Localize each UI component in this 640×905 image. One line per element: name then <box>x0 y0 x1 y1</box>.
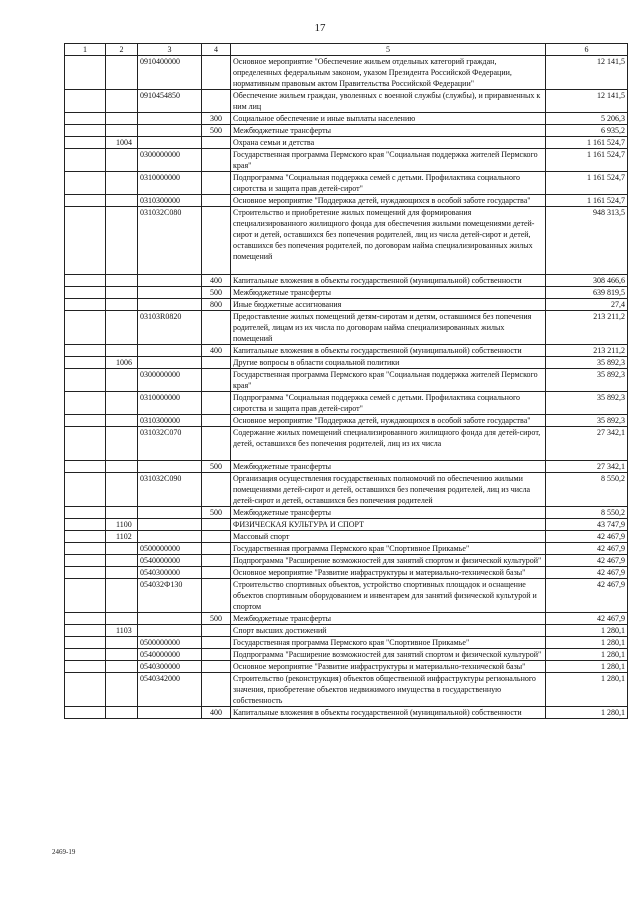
subsection-cell <box>106 207 138 275</box>
expense-type-cell <box>202 531 231 543</box>
subsection-cell <box>106 637 138 649</box>
target-article-cell: 0300000000 <box>138 369 202 392</box>
section-cell <box>65 125 106 137</box>
amount-cell: 35 892,3 <box>546 392 628 415</box>
header-cell: 6 <box>546 44 628 56</box>
subsection-cell <box>106 473 138 507</box>
target-article-cell <box>138 625 202 637</box>
table-row <box>65 195 628 207</box>
expense-type-cell <box>202 357 231 369</box>
subsection-cell <box>106 649 138 661</box>
expense-type-cell <box>202 90 231 113</box>
amount-cell: 42 467,9 <box>546 555 628 567</box>
target-article-cell <box>138 531 202 543</box>
description-cell: Капитальные вложения в объекты государственной (муниципальной) собственности <box>231 275 546 287</box>
subsection-cell <box>106 195 138 207</box>
amount-cell: 1 161 524,7 <box>546 172 628 195</box>
expense-type-cell: 500 <box>202 507 231 519</box>
subsection-cell: 1100 <box>106 519 138 531</box>
description-cell: Другие вопросы в области социальной политики <box>231 357 546 369</box>
section-cell <box>65 555 106 567</box>
table-row <box>65 207 628 275</box>
table-row <box>65 299 628 311</box>
section-cell <box>65 345 106 357</box>
target-article-cell <box>138 275 202 287</box>
expense-type-cell <box>202 543 231 555</box>
section-cell <box>65 287 106 299</box>
table-row <box>65 473 628 507</box>
target-article-cell: 031032С090 <box>138 473 202 507</box>
description-cell: Основное мероприятие "Поддержка детей, нуждающихся в особой заботе государства" <box>231 195 546 207</box>
amount-cell: 1 161 524,7 <box>546 195 628 207</box>
target-article-cell <box>138 461 202 473</box>
subsection-cell <box>106 56 138 90</box>
amount-cell: 213 211,2 <box>546 345 628 357</box>
table-row <box>65 137 628 149</box>
subsection-cell <box>106 543 138 555</box>
amount-cell: 8 550,2 <box>546 473 628 507</box>
description-cell: Строительство спортивных объектов, устройство спортивных площадок и оснащение объектов спортивным оборудованием и инвентарем для занятий физической культурой и спортом <box>231 579 546 613</box>
description-cell: Межбюджетные трансферты <box>231 125 546 137</box>
subsection-cell: 1102 <box>106 531 138 543</box>
header-cell: 2 <box>106 44 138 56</box>
description-cell: Капитальные вложения в объекты государственной (муниципальной) собственности <box>231 345 546 357</box>
expense-type-cell <box>202 637 231 649</box>
section-cell <box>65 207 106 275</box>
table-row <box>65 707 628 719</box>
expense-type-cell <box>202 649 231 661</box>
section-cell <box>65 392 106 415</box>
description-cell: Подпрограмма "Расширение возможностей для занятий спортом и физической культурой" <box>231 649 546 661</box>
amount-cell: 35 892,3 <box>546 415 628 427</box>
section-cell <box>65 567 106 579</box>
target-article-cell: 0540342000 <box>138 673 202 707</box>
table-row <box>65 427 628 461</box>
expense-type-cell <box>202 172 231 195</box>
table-row <box>65 579 628 613</box>
amount-cell: 1 161 524,7 <box>546 137 628 149</box>
description-cell: Межбюджетные трансферты <box>231 507 546 519</box>
amount-cell: 948 313,5 <box>546 207 628 275</box>
table-row <box>65 649 628 661</box>
table-row <box>65 613 628 625</box>
subsection-cell <box>106 567 138 579</box>
target-article-cell: 0910454850 <box>138 90 202 113</box>
subsection-cell <box>106 461 138 473</box>
section-cell <box>65 311 106 345</box>
target-article-cell <box>138 357 202 369</box>
target-article-cell: 054032Ф130 <box>138 579 202 613</box>
table-row <box>65 625 628 637</box>
target-article-cell <box>138 113 202 125</box>
target-article-cell <box>138 345 202 357</box>
target-article-cell: 0500000000 <box>138 543 202 555</box>
target-article-cell <box>138 125 202 137</box>
subsection-cell: 1103 <box>106 625 138 637</box>
subsection-cell <box>106 275 138 287</box>
subsection-cell <box>106 345 138 357</box>
target-article-cell: 0500000000 <box>138 637 202 649</box>
table-row <box>65 357 628 369</box>
expense-type-cell: 400 <box>202 345 231 357</box>
amount-cell: 43 747,9 <box>546 519 628 531</box>
section-cell <box>65 673 106 707</box>
table-row <box>65 507 628 519</box>
subsection-cell <box>106 613 138 625</box>
subsection-cell <box>106 90 138 113</box>
subsection-cell <box>106 311 138 345</box>
table-row <box>65 673 628 707</box>
subsection-cell <box>106 427 138 461</box>
expense-type-cell: 500 <box>202 287 231 299</box>
target-article-cell: 0310300000 <box>138 195 202 207</box>
description-cell: Государственная программа Пермского края "Социальная поддержка жителей Пермского края" <box>231 369 546 392</box>
section-cell <box>65 195 106 207</box>
amount-cell: 213 211,2 <box>546 311 628 345</box>
subsection-cell <box>106 299 138 311</box>
section-cell <box>65 579 106 613</box>
expense-type-cell <box>202 392 231 415</box>
expense-type-cell <box>202 567 231 579</box>
amount-cell: 308 466,6 <box>546 275 628 287</box>
target-article-cell: 0540000000 <box>138 649 202 661</box>
expense-type-cell <box>202 625 231 637</box>
amount-cell: 1 280,1 <box>546 649 628 661</box>
expense-type-cell: 300 <box>202 113 231 125</box>
amount-cell: 27 342,1 <box>546 427 628 461</box>
target-article-cell: 0540000000 <box>138 555 202 567</box>
amount-cell: 639 819,5 <box>546 287 628 299</box>
target-article-cell: 0540300000 <box>138 661 202 673</box>
description-cell: Предоставление жилых помещений детям-сиротам и детям, оставшимся без попечения родителей, лицам из их числа по договорам найма специализированных жилых помещений <box>231 311 546 345</box>
table-row <box>65 172 628 195</box>
section-cell <box>65 113 106 125</box>
table-row <box>65 369 628 392</box>
amount-cell: 1 280,1 <box>546 673 628 707</box>
amount-cell: 8 550,2 <box>546 507 628 519</box>
expense-type-cell <box>202 207 231 275</box>
amount-cell: 35 892,3 <box>546 369 628 392</box>
subsection-cell <box>106 555 138 567</box>
description-cell: Межбюджетные трансферты <box>231 287 546 299</box>
expense-type-cell <box>202 427 231 461</box>
section-cell <box>65 56 106 90</box>
document-code: 2469-19 <box>52 848 76 856</box>
table-row <box>65 461 628 473</box>
section-cell <box>65 649 106 661</box>
description-cell: Содержание жилых помещений специализированного жилищного фонда для детей-сирот, детей, оставшихся без попечения родителей, лиц из их числа <box>231 427 546 461</box>
section-cell <box>65 415 106 427</box>
expense-type-cell <box>202 519 231 531</box>
section-cell <box>65 149 106 172</box>
description-cell: Социальное обеспечение и иные выплаты населению <box>231 113 546 125</box>
amount-cell: 5 206,3 <box>546 113 628 125</box>
description-cell: Основное мероприятие "Поддержка детей, нуждающихся в особой заботе государства" <box>231 415 546 427</box>
description-cell: Спорт высших достижений <box>231 625 546 637</box>
target-article-cell <box>138 299 202 311</box>
description-cell: Строительство (реконструкция) объектов общественной инфраструктуры регионального значения, приобретение объектов недвижимого имущества в государственную собственность <box>231 673 546 707</box>
amount-cell: 42 467,9 <box>546 567 628 579</box>
header-cell: 5 <box>231 44 546 56</box>
amount-cell: 27,4 <box>546 299 628 311</box>
table-row <box>65 311 628 345</box>
target-article-cell: 031032С070 <box>138 427 202 461</box>
subsection-cell <box>106 507 138 519</box>
subsection-cell: 1004 <box>106 137 138 149</box>
expense-type-cell <box>202 555 231 567</box>
description-cell: Межбюджетные трансферты <box>231 613 546 625</box>
description-cell: Строительство и приобретение жилых помещений для формирования специализированного жилищного фонда для обеспечения жилыми помещениями детей-сирот и детей, оставшихся без попечения родителей, лиц из числа детей-сирот и детей, оставшихся без попечения родителей, по договорам найма специализированных жилых помещений <box>231 207 546 275</box>
target-article-cell: 03103R0820 <box>138 311 202 345</box>
header-cell: 1 <box>65 44 106 56</box>
expense-type-cell <box>202 137 231 149</box>
target-article-cell <box>138 707 202 719</box>
page-number: 17 <box>314 22 326 34</box>
section-cell <box>65 625 106 637</box>
section-cell <box>65 299 106 311</box>
expense-type-cell: 500 <box>202 613 231 625</box>
section-cell <box>65 473 106 507</box>
expense-type-cell: 400 <box>202 707 231 719</box>
expense-type-cell <box>202 56 231 90</box>
target-article-cell: 0310000000 <box>138 172 202 195</box>
section-cell <box>65 90 106 113</box>
table-row <box>65 287 628 299</box>
target-article-cell: 0540300000 <box>138 567 202 579</box>
amount-cell: 42 467,9 <box>546 613 628 625</box>
description-cell: Подпрограмма "Расширение возможностей для занятий спортом и физической культурой" <box>231 555 546 567</box>
table-row <box>65 555 628 567</box>
section-cell <box>65 137 106 149</box>
amount-cell: 12 141,5 <box>546 90 628 113</box>
subsection-cell: 1006 <box>106 357 138 369</box>
target-article-cell: 0310000000 <box>138 392 202 415</box>
description-cell: Основное мероприятие "Обеспечение жильем отдельных категорий граждан, определенных федеральным законом, указом Президента Российской Федерации, нормативным правовым актом Правительства Российской Федерации" <box>231 56 546 90</box>
description-cell: Капитальные вложения в объекты государственной (муниципальной) собственности <box>231 707 546 719</box>
description-cell: Организация осуществления государственных полномочий по обеспечению жилыми помещениями детей-сирот и детей, оставшихся без попечения родителей, лиц из числа детей-сирот и детей, оставшихся без попечения родителей <box>231 473 546 507</box>
table-header-row <box>65 44 628 56</box>
table-row <box>65 543 628 555</box>
target-article-cell <box>138 507 202 519</box>
expense-type-cell: 800 <box>202 299 231 311</box>
section-cell <box>65 461 106 473</box>
expense-type-cell <box>202 415 231 427</box>
section-cell <box>65 275 106 287</box>
section-cell <box>65 369 106 392</box>
description-cell: Иные бюджетные ассигнования <box>231 299 546 311</box>
subsection-cell <box>106 287 138 299</box>
table-row <box>65 531 628 543</box>
description-cell: Основное мероприятие "Развитие инфраструктуры и материально-технической базы" <box>231 567 546 579</box>
amount-cell: 1 280,1 <box>546 707 628 719</box>
description-cell: Обеспечение жильем граждан, уволенных с военной службы (службы), и приравненных к ним лиц <box>231 90 546 113</box>
amount-cell: 6 935,2 <box>546 125 628 137</box>
amount-cell: 35 892,3 <box>546 357 628 369</box>
section-cell <box>65 637 106 649</box>
section-cell <box>65 172 106 195</box>
expense-type-cell <box>202 311 231 345</box>
description-cell: Межбюджетные трансферты <box>231 461 546 473</box>
expense-type-cell: 500 <box>202 461 231 473</box>
subsection-cell <box>106 172 138 195</box>
table-row <box>65 90 628 113</box>
description-cell: Основное мероприятие "Развитие инфраструктуры и материально-технической базы" <box>231 661 546 673</box>
expense-type-cell <box>202 149 231 172</box>
target-article-cell <box>138 137 202 149</box>
target-article-cell <box>138 287 202 299</box>
description-cell: Государственная программа Пермского края "Спортивное Прикамье" <box>231 543 546 555</box>
amount-cell: 42 467,9 <box>546 579 628 613</box>
table-row <box>65 56 628 90</box>
amount-cell: 1 280,1 <box>546 625 628 637</box>
budget-table <box>64 43 628 719</box>
table-row <box>65 415 628 427</box>
section-cell <box>65 531 106 543</box>
subsection-cell <box>106 125 138 137</box>
section-cell <box>65 427 106 461</box>
subsection-cell <box>106 392 138 415</box>
description-cell: Подпрограмма "Социальная поддержка семей с детьми. Профилактика социального сиротства и защита прав детей-сирот" <box>231 172 546 195</box>
description-cell: Государственная программа Пермского края "Спортивное Прикамье" <box>231 637 546 649</box>
section-cell <box>65 357 106 369</box>
expense-type-cell: 400 <box>202 275 231 287</box>
section-cell <box>65 707 106 719</box>
amount-cell: 42 467,9 <box>546 543 628 555</box>
section-cell <box>65 543 106 555</box>
target-article-cell: 031032С080 <box>138 207 202 275</box>
subsection-cell <box>106 673 138 707</box>
table-row <box>65 125 628 137</box>
subsection-cell <box>106 149 138 172</box>
target-article-cell: 0300000000 <box>138 149 202 172</box>
expense-type-cell <box>202 473 231 507</box>
expense-type-cell <box>202 369 231 392</box>
header-cell: 3 <box>138 44 202 56</box>
amount-cell: 42 467,9 <box>546 531 628 543</box>
subsection-cell <box>106 415 138 427</box>
description-cell: Подпрограмма "Социальная поддержка семей с детьми. Профилактика социального сиротства и защита прав детей-сирот" <box>231 392 546 415</box>
subsection-cell <box>106 113 138 125</box>
expense-type-cell <box>202 579 231 613</box>
section-cell <box>65 507 106 519</box>
amount-cell: 1 280,1 <box>546 637 628 649</box>
table-row <box>65 149 628 172</box>
target-article-cell: 0910400000 <box>138 56 202 90</box>
section-cell <box>65 519 106 531</box>
table-row <box>65 113 628 125</box>
amount-cell: 27 342,1 <box>546 461 628 473</box>
amount-cell: 1 280,1 <box>546 661 628 673</box>
expense-type-cell <box>202 661 231 673</box>
description-cell: Массовый спорт <box>231 531 546 543</box>
amount-cell: 1 161 524,7 <box>546 149 628 172</box>
table-row <box>65 519 628 531</box>
subsection-cell <box>106 661 138 673</box>
table-row <box>65 275 628 287</box>
table-row <box>65 345 628 357</box>
subsection-cell <box>106 579 138 613</box>
target-article-cell: 0310300000 <box>138 415 202 427</box>
subsection-cell <box>106 707 138 719</box>
amount-cell: 12 141,5 <box>546 56 628 90</box>
target-article-cell <box>138 613 202 625</box>
subsection-cell <box>106 369 138 392</box>
target-article-cell <box>138 519 202 531</box>
description-cell: Государственная программа Пермского края "Социальная поддержка жителей Пермского края" <box>231 149 546 172</box>
description-cell: Охрана семьи и детства <box>231 137 546 149</box>
expense-type-cell: 500 <box>202 125 231 137</box>
table-row <box>65 637 628 649</box>
table-row <box>65 392 628 415</box>
table-row <box>65 567 628 579</box>
table-row <box>65 661 628 673</box>
description-cell: ФИЗИЧЕСКАЯ КУЛЬТУРА И СПОРТ <box>231 519 546 531</box>
section-cell <box>65 661 106 673</box>
header-cell: 4 <box>202 44 231 56</box>
expense-type-cell <box>202 195 231 207</box>
expense-type-cell <box>202 673 231 707</box>
section-cell <box>65 613 106 625</box>
